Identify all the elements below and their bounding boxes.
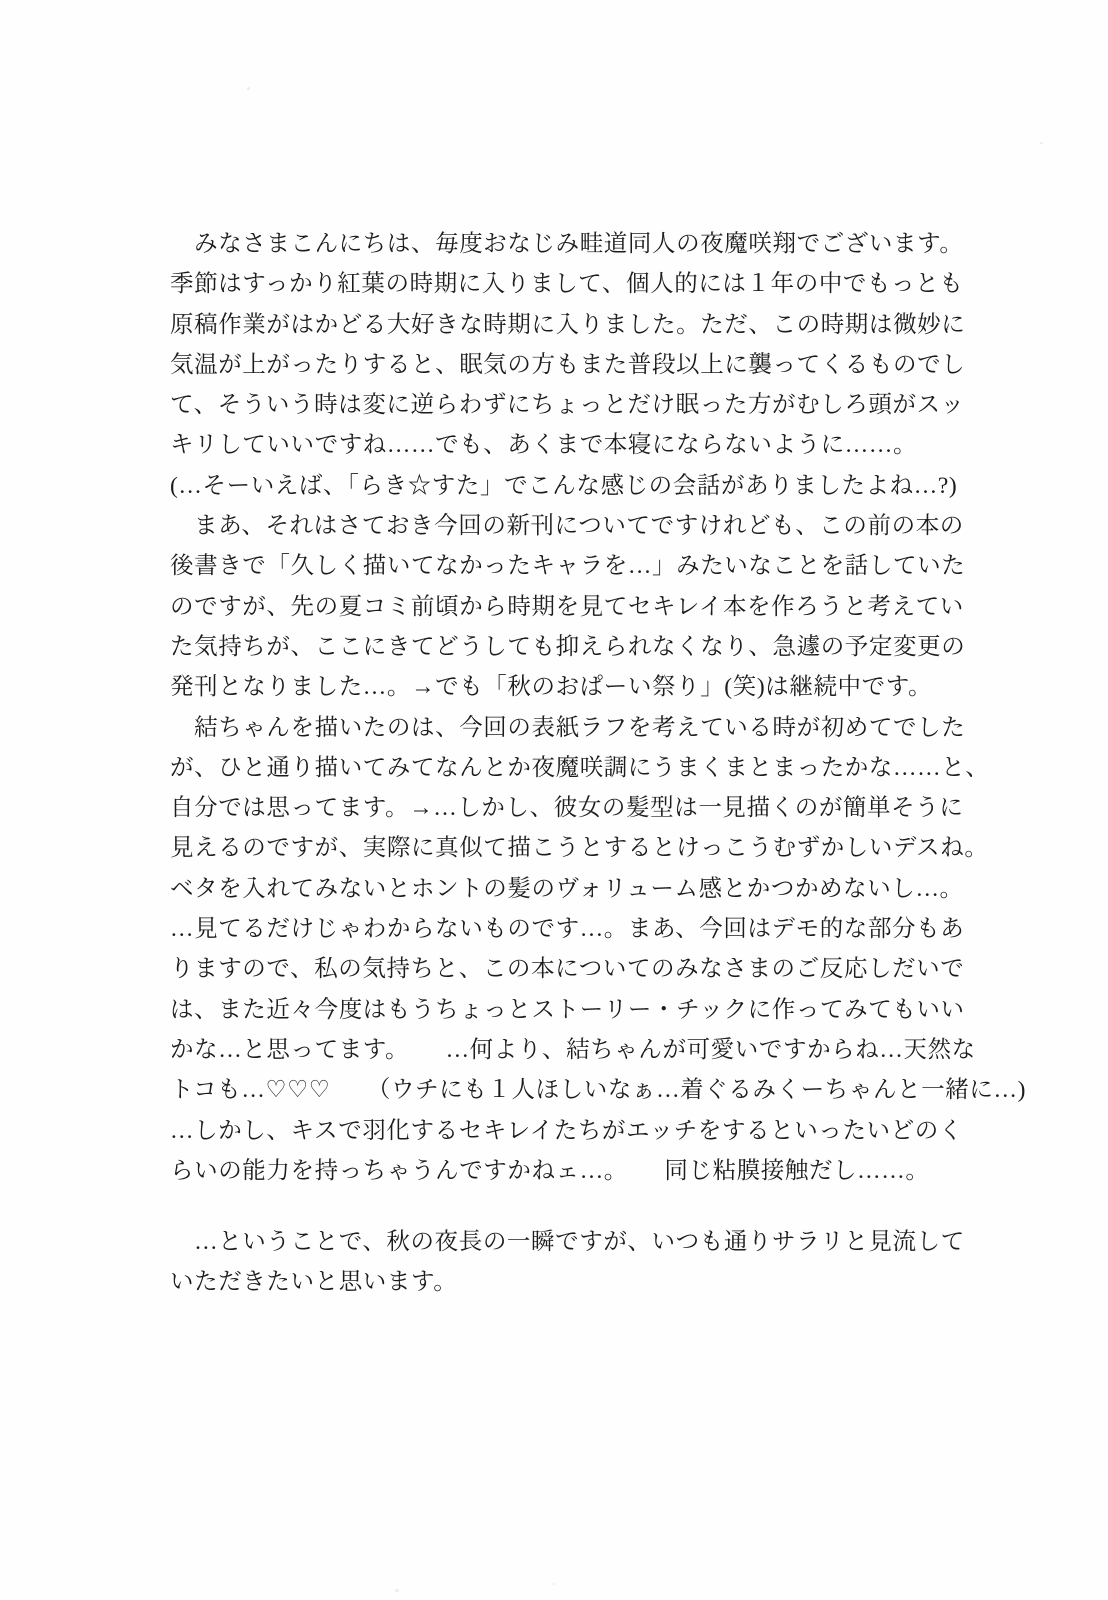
text-line: りますので、私の気持ちと、この本についてのみなさまのご反応しだいで xyxy=(170,956,965,983)
text-line: は、また近々今度はもうちょっとストーリー・チックに作ってみてもいい xyxy=(170,996,965,1023)
text-line: 気温が上がったりすると、眠気の方もまた普段以上に襲ってくるものでし xyxy=(170,351,966,378)
text-line: 発刊となりました…。→でも「秋のおぱーい祭り」(笑)は継続中です。 xyxy=(170,674,933,701)
text-line: みなさまこんにちは、毎度おなじみ畦道同人の夜魔咲翔でございます。 xyxy=(170,231,964,257)
text-line: …ということで、秋の夜長の一瞬ですが、いつも通りサラリと見流して xyxy=(170,1229,965,1256)
text-line: (…そーいえば、「らき☆すた」でこんな感じの会話がありましたよね…?) xyxy=(170,472,958,499)
text-line: 結ちゃんを描いたのは、今回の表紙ラフを考えている時が初めてでした xyxy=(170,714,966,741)
paragraph-new-book xyxy=(170,506,966,707)
paragraph-greeting xyxy=(170,224,966,506)
text-line: 自分では思ってます。→…しかし、彼女の髪型は一見描くのが簡単そうに xyxy=(170,795,964,822)
text-line: て、そういう時は変に逆らわずにちょっとだけ眠った方がむしろ頭がスッ xyxy=(170,392,965,419)
text-line: …見てるだけじゃわからないものです…。まあ、今回はデモ的な部分もあ xyxy=(170,916,965,943)
text-line: 原稿作業がはかどる大好きな時期に入りました。ただ、この時期は微妙に xyxy=(170,311,966,338)
text-line: まあ、それはさておき今回の新刊についてですけれども、この前の本の xyxy=(170,513,964,540)
text-line: らいの能力を持っちゃうんですかねェ…。 同じ粘膜接触だし……。 xyxy=(170,1157,930,1184)
scan-speck xyxy=(395,1589,399,1592)
text-line: のですが、先の夏コミ前頃から時期を見てセキレイ本を作ろうと考えてい xyxy=(170,593,964,620)
text-line: た気持ちが、ここにきてどうしても抑えられなくなり、急遽の予定変更の xyxy=(170,633,966,660)
text-line: いただきたいと思います。 xyxy=(170,1269,458,1296)
scan-speck xyxy=(1040,142,1043,144)
text-line: 後書きで「久しく描いてなかったキャラを…」みたいなことを話していた xyxy=(170,553,966,580)
paragraph-closing xyxy=(170,1222,965,1303)
text-line: が、ひと通り描いてみてなんとか夜魔咲調にうまくまとまったかな……と、 xyxy=(170,754,990,781)
text-line: ベタを入れてみないとホントの髪のヴォリューム感とかつかめないし…。 xyxy=(170,875,964,902)
scan-speck xyxy=(247,87,250,90)
text-line: 季節はすっかり紅葉の時期に入りまして、個人的には１年の中でもっとも xyxy=(170,271,964,298)
text-line: …しかし、キスで羽化するセキレイたちがエッチをするといったいどのく xyxy=(170,1117,963,1144)
text-line: トコも…♡♡♡ （ウチにも１人ほしいなぁ…着ぐるみくーちゃんと一緒に…) xyxy=(170,1077,1027,1104)
afterword-text-block xyxy=(170,224,1027,1303)
scan-speck xyxy=(553,1583,555,1585)
text-line: キリしていいですね……でも、あくまで本寝にならないように……。 xyxy=(170,432,918,459)
paragraph-musubi xyxy=(170,708,1027,1192)
text-line: かな…と思ってます。 …何より、結ちゃんが可愛いですからね…天然な xyxy=(170,1036,976,1063)
text-line: 見えるのですが、実際に真似て描こうとするとけっこうむずかしいデスね。 xyxy=(170,835,989,862)
